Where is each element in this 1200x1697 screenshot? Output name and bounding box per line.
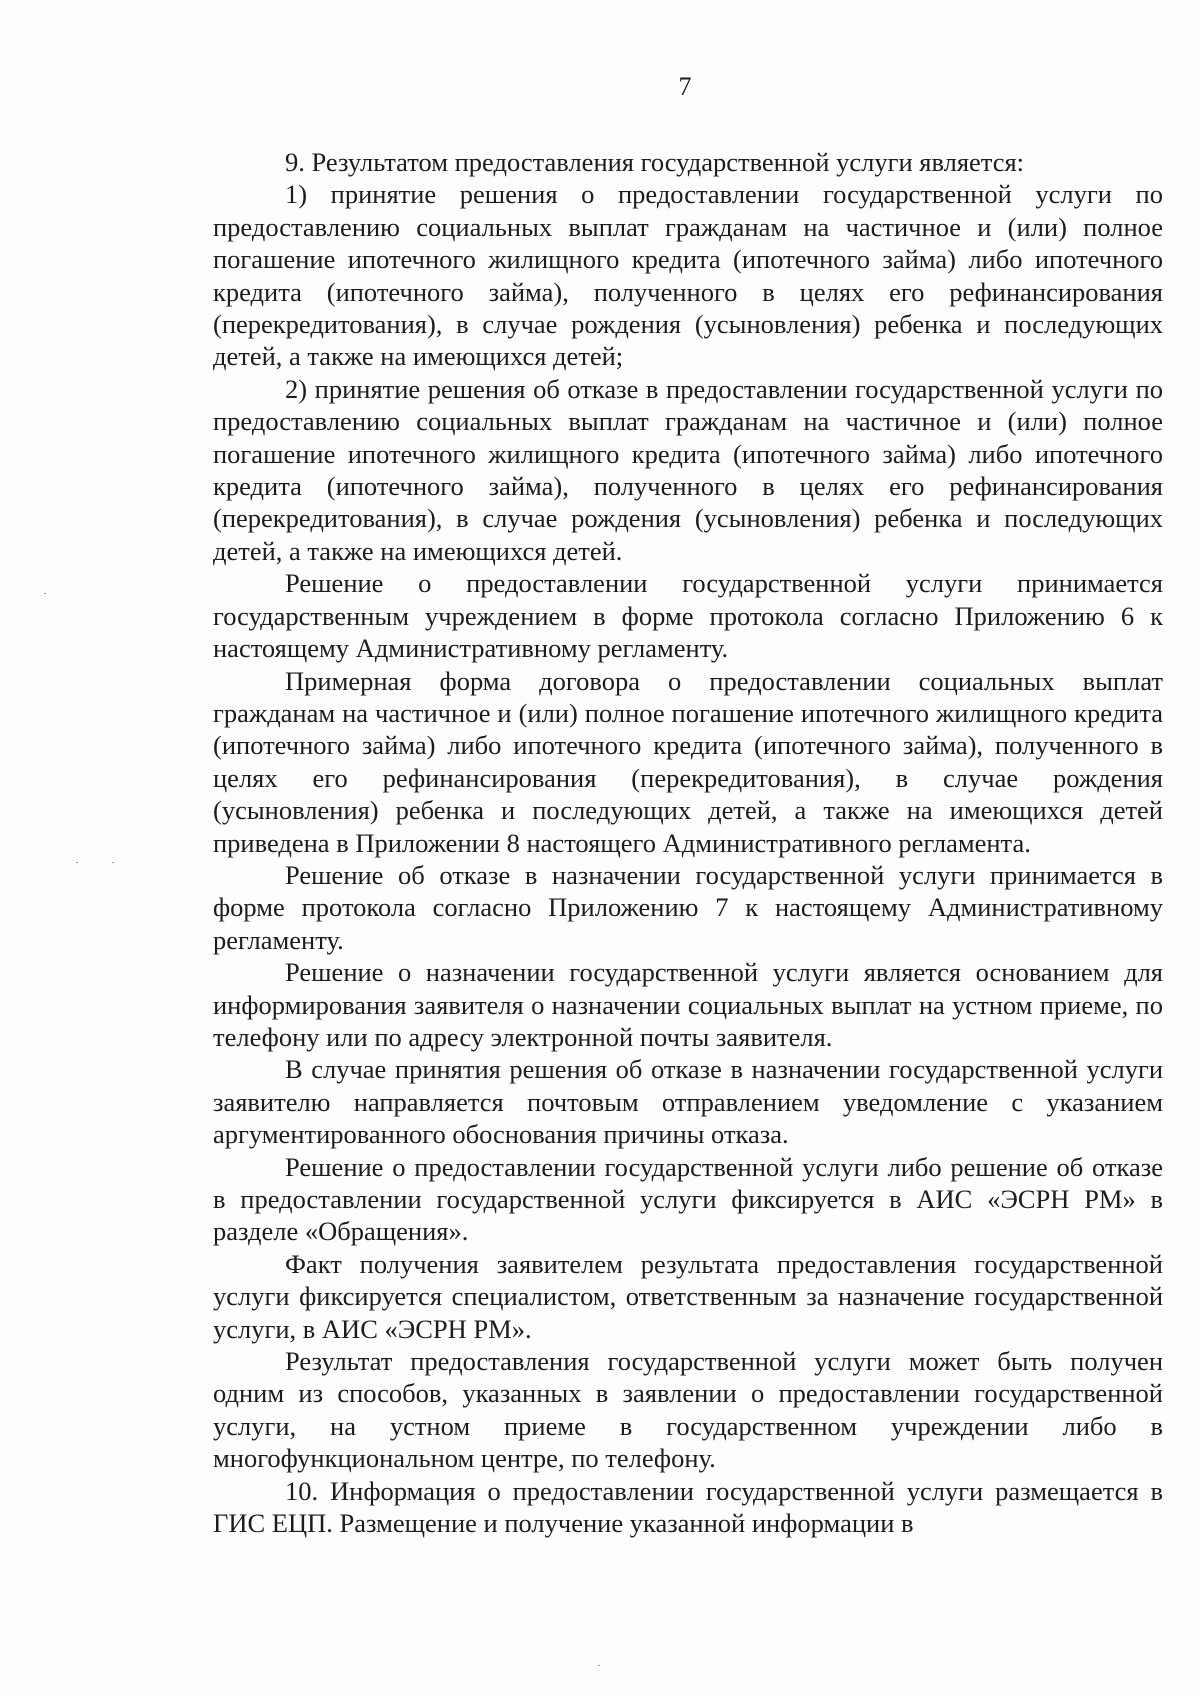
paragraph-result-heading: 9. Результатом предоставления государственной услуги является: <box>285 147 1025 177</box>
paragraph-item-1: 1) принятие решения о предоставлении государственной услуги по предоставлению социальных выплат гражданам на частичное и (или) полное погашение ипотечного жилищного кредита (ипотечного займа) либо ипотечного кредита (ипотечного займа), полученного в целях его рефинансирования (перекредитования), в случае рождения (усыновления) ребенка и последующих детей, а также на имеющихся детей; <box>213 179 1163 372</box>
paragraph-ais-record: Решение о предоставлении государственной услуги либо решение об отказе в предоставлении государственной услуги фиксируется в АИС «ЭСРН РМ» в разделе «Обращения». <box>213 1151 1163 1247</box>
paragraph-receipt-fact: Факт получения заявителем результата предоставления государственной услуги фиксируется специалистом, ответственным за назначение государственной услуги, в АИС «ЭСРН РМ». <box>213 1248 1163 1344</box>
paragraph-decision-refusal: Решение об отказе в назначении государственной услуги принимается в форме протокола согласно Приложению 7 к настоящему Административному регламенту. <box>213 859 1163 955</box>
paragraph-refusal-notice: В случае принятия решения об отказе в назначении государственной услуги заявителю направляется почтовым отправлением уведомление с указанием аргументированного обоснования причины отказа. <box>213 1054 1163 1150</box>
paragraph-result-delivery: Результат предоставления государственной услуги может быть получен одним из способов, указанных в заявлении о предоставлении государственной услуги, на устном приеме в государственном учреждении либо в многофункциональном центре, по телефону. <box>213 1346 1163 1474</box>
paragraph-section-10: 10. Информация о предоставлении государственной услуги размещается в ГИС ЕЦП. Размещение и получение указанной информации в <box>213 1475 1163 1539</box>
scan-artifact <box>112 862 114 863</box>
page-number: 7 <box>678 72 692 101</box>
scan-artifact <box>598 1665 600 1666</box>
scan-artifact <box>76 862 78 863</box>
paragraph-contract-form: Примерная форма договора о предоставлении социальных выплат гражданам на частичное и (или) полное погашение ипотечного жилищного кредита (ипотечного займа) либо ипотечного кредита (ипотечного займа), полученного в целях его рефинансирования (перекредитования), в случае рождения (усыновления) ребенка и последующих детей, а также на имеющихся детей приведена в Приложении 8 настоящего Административного регламента. <box>213 665 1163 858</box>
paragraph-informing: Решение о назначении государственной услуги является основанием для информирования заявителя о назначении социальных выплат на устном приеме, по телефону или по адресу электронной почты заявителя. <box>213 957 1163 1052</box>
scan-artifact <box>44 593 46 594</box>
paragraph-item-2: 2) принятие решения об отказе в предоставлении государственной услуги по предоставлению социальных выплат гражданам на частичное и (или) полное погашение ипотечного жилищного кредита (ипотечного займа) либо ипотечного кредита (ипотечного займа), полученного в целях его рефинансирования (перекредитования), в случае рождения (усыновления) ребенка и последующих детей, а также на имеющихся детей. <box>213 373 1163 566</box>
paragraph-decision-grant: Решение о предоставлении государственной услуги принимается государственным учреждением в форме протокола согласно Приложению 6 к настоящему Административному регламенту. <box>213 568 1163 664</box>
document-body <box>213 146 1163 1539</box>
